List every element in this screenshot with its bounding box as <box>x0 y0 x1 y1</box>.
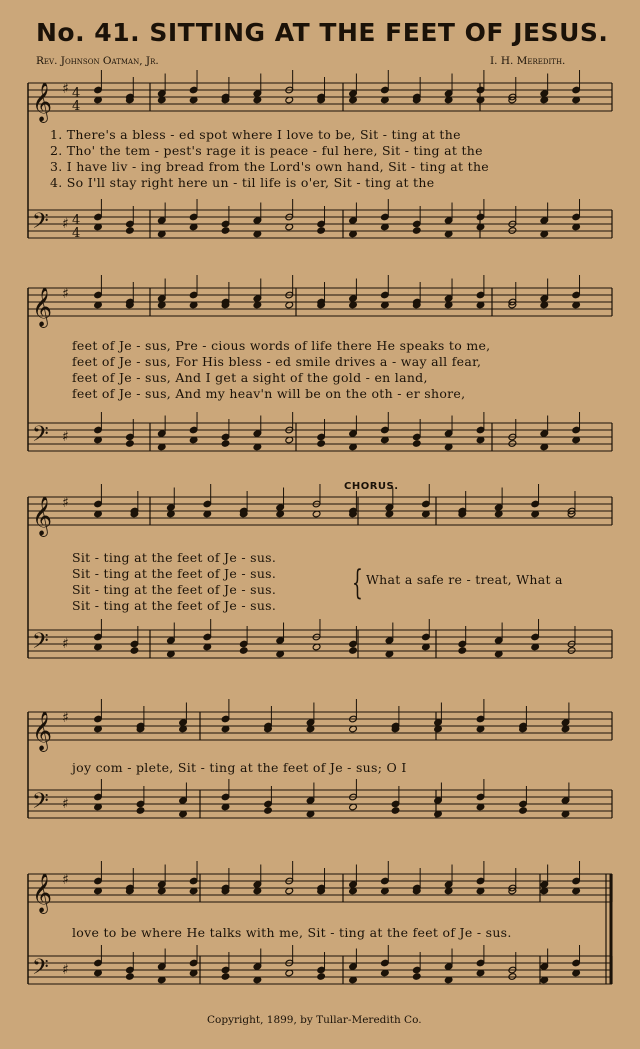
svg-text:𝄢: 𝄢 <box>32 955 49 985</box>
composer-credit: I. H. Meredith. <box>490 55 566 67</box>
system2-verse4: feet of Je - sus, And my heav'n will be on the oth - er shore, <box>72 386 466 401</box>
chorus-text: What a safe re - treat, What a <box>366 572 563 587</box>
svg-text:♯: ♯ <box>62 81 69 97</box>
svg-text:𝄞: 𝄞 <box>32 711 53 751</box>
svg-text:𝄢: 𝄢 <box>32 422 49 452</box>
svg-text:4: 4 <box>72 99 81 114</box>
svg-text:♯: ♯ <box>62 495 69 511</box>
svg-text:𝄢: 𝄢 <box>32 209 49 239</box>
svg-text:𝄞: 𝄞 <box>32 873 53 913</box>
system3-verse3: Sit - ting at the feet of Je - sus. <box>72 582 277 597</box>
system1-verse3: 3. I have liv - ing bread from the Lord's own hand, Sit - ting at the <box>50 159 489 174</box>
system5-lyrics: love to be where He talks with me, Sit - ting at the feet of Je - sus. <box>72 925 512 940</box>
hymn-number: No. 41. <box>36 18 141 47</box>
system3-verse2: Sit - ting at the feet of Je - sus. <box>72 566 277 581</box>
svg-text:4: 4 <box>72 226 81 241</box>
svg-text:♯: ♯ <box>62 962 69 978</box>
chorus-brace: { <box>352 563 363 603</box>
system1-verse2: 2. Tho' the tem - pest's rage it is peace - ful here, Sit - ting at the <box>50 143 483 158</box>
system1-verse1: 1. There's a bless - ed spot where I love to be, Sit - ting at the <box>50 127 461 142</box>
svg-text:4: 4 <box>72 86 81 101</box>
svg-text:♯: ♯ <box>62 286 69 302</box>
svg-text:𝄞: 𝄞 <box>32 82 53 122</box>
svg-text:4: 4 <box>72 213 81 228</box>
svg-text:♯: ♯ <box>62 636 69 652</box>
svg-text:♯: ♯ <box>62 429 69 445</box>
svg-text:𝄢: 𝄢 <box>32 789 49 819</box>
chorus-label: CHORUS. <box>344 481 399 492</box>
svg-text:𝄞: 𝄞 <box>32 287 53 327</box>
system2-verse2: feet of Je - sus, For His bless - ed smile drives a - way all fear, <box>72 354 482 369</box>
svg-text:♯: ♯ <box>62 710 69 726</box>
hymn-name: SITTING AT THE FEET OF JESUS. <box>149 18 609 47</box>
system1-verse4: 4. So I'll stay right here un - til life is o'er, Sit - ting at the <box>50 175 435 190</box>
system3-verse4: Sit - ting at the feet of Je - sus. <box>72 598 277 613</box>
copyright-line: Copyright, 1899, by Tullar-Meredith Co. <box>207 1014 422 1026</box>
system2-verse3: feet of Je - sus, And I get a sight of the gold - en land, <box>72 370 428 385</box>
svg-text:♯: ♯ <box>62 796 69 812</box>
system2-verse1: feet of Je - sus, Pre - cious words of life there He speaks to me, <box>72 338 491 353</box>
system4-lyrics: joy com - plete, Sit - ting at the feet of Je - sus; O I <box>72 760 407 775</box>
lyricist-credit: Rev. Johnson Oatman, Jr. <box>36 55 159 67</box>
system3-verse1: Sit - ting at the feet of Je - sus. <box>72 550 277 565</box>
svg-text:♯: ♯ <box>62 872 69 888</box>
svg-text:𝄞: 𝄞 <box>32 496 53 536</box>
svg-text:𝄢: 𝄢 <box>32 629 49 659</box>
svg-text:♯: ♯ <box>62 216 69 232</box>
